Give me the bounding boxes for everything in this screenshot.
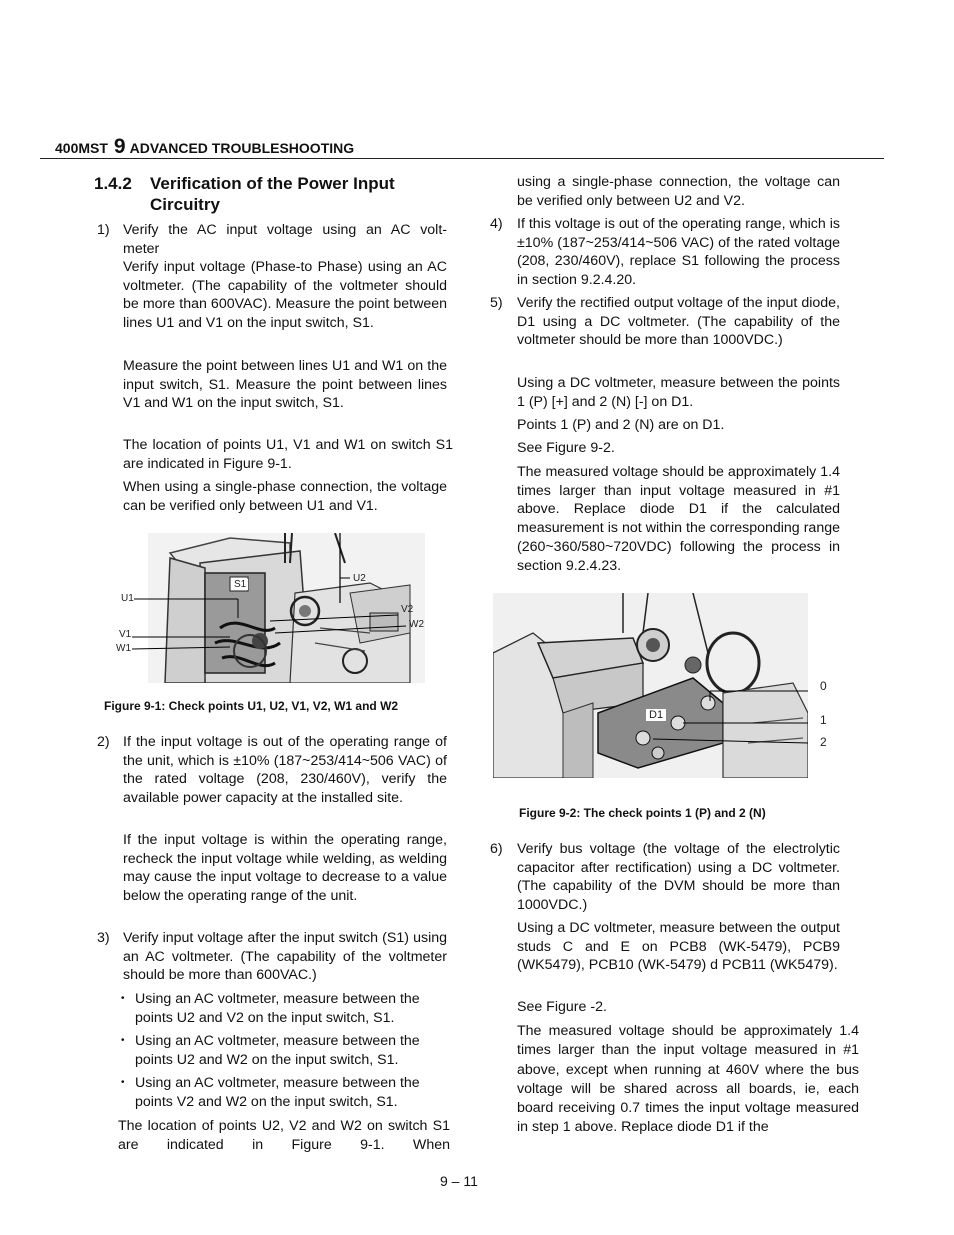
bullet-text: Using an AC voltmeter, measure between the points U2 and V2 on the input switch, S1. (135, 991, 420, 1026)
header-rule (40, 158, 884, 159)
item6-paragraph4: The measured voltage should be approximately 1.4 times larger than the input voltage measured in #1 above, except when running at 460V where the bus voltage will be shared across all boards, ie, each board receiving 0.7 times the input voltage measured in step 1 above. Replace diode D1 if the (517, 1023, 859, 1136)
bullet-item: • Using an AC voltmeter, measure between the points U2 and V2 on the input switch, S1. (121, 991, 420, 1026)
fig1-label-w2: W2 (409, 619, 424, 630)
bullet-item: • Using an AC voltmeter, measure between the points V2 and W2 on the input switch, S1. (121, 1075, 420, 1110)
item5-number: 5) (490, 295, 503, 311)
fig2-label-0: 0 (820, 679, 827, 693)
item2-number: 2) (97, 734, 110, 750)
item1-paragraph2: Measure the point between lines U1 and W1 on the input switch, S1. Measure the point between lines V1 and W1 on the input switch, S1. (123, 358, 447, 412)
fig1-label-u1: U1 (121, 593, 134, 604)
item1-paragraph1: Verify input voltage (Phase-to Phase) using an AC voltmeter. (The capability of the voltmeter should be more than 600VAC). Measure the point between lines U1 and V1 on the input switch, S1. (123, 259, 447, 332)
item6-paragraph1: Verify bus voltage (the voltage of the electrolytic capacitor after rectification) using a DC voltmeter. (The capability of the DVM should be more than 1000VDC.) (517, 841, 840, 914)
fig2-label-2: 2 (820, 735, 827, 749)
item4-paragraph1: If this voltage is out of the operating range, which is ±10% (187~253/414~506 VAC) of the rated voltage (208, 230/460V), replace S1 following the process in section 9.2.4.20. (517, 216, 840, 289)
section-number: 1.4.2 (94, 174, 132, 193)
model-name: 400MST (55, 140, 108, 156)
section-title (94, 173, 395, 215)
running-header (55, 135, 354, 159)
page-number: 9 – 11 (440, 1173, 478, 1189)
item5-paragraph2: Using a DC voltmeter, measure between the points 1 (P) [+] and 2 (N) [-] on D1. (517, 375, 840, 410)
fig2-label-d1: D1 (646, 709, 666, 721)
item3-paragraph1: Verify input voltage after the input switch (S1) using an AC voltmeter. (The capability of the voltmeter should be more than 600VAC.) (123, 930, 447, 984)
item3-paragraph2: The location of points U2, V2 and W2 on switch S1 are indicated in Figure 9-1. When (118, 1118, 450, 1153)
figure-9-2-photo (493, 593, 808, 778)
item2-paragraph1: If the input voltage is out of the operating range of the unit, which is ±10% (187~253/414~506 VAC) of the rated voltage (208, 230/460V), verify the available power capacity at the installed site. (123, 734, 447, 807)
bullet-text: Using an AC voltmeter, measure between the points U2 and W2 on the input switch, S1. (135, 1033, 420, 1068)
item1-paragraph4: When using a single-phase connection, the voltage can be verified only between U1 and V1. (123, 479, 447, 514)
item5-paragraph4: See Figure 9-2. (517, 440, 615, 456)
item6-number: 6) (490, 841, 503, 857)
item4-number: 4) (490, 216, 503, 232)
figure-9-1-caption: Figure 9-1: Check points U1, U2, V1, V2, W1 and W2 (104, 699, 399, 713)
fig1-label-v2: V2 (401, 604, 414, 615)
section-title-line1: Verification of the Power Input (150, 174, 395, 193)
item1-paragraph3: The location of points U1, V1 and W1 on switch S1 are indicated in Figure 9-1. (123, 437, 453, 472)
item3-number: 3) (97, 930, 110, 946)
chapter-number: 9 (113, 135, 126, 158)
item5-paragraph3: Points 1 (P) and 2 (N) are on D1. (517, 417, 725, 433)
figure-9-2-caption: Figure 9-2: The check points 1 (P) and 2 (N) (519, 806, 766, 820)
fig1-label-w1: W1 (116, 643, 131, 654)
bullet-text: Using an AC voltmeter, measure between the points V2 and W2 on the input switch, S1. (135, 1075, 420, 1110)
bullet-item: • Using an AC voltmeter, measure between the points U2 and W2 on the input switch, S1. (121, 1033, 420, 1068)
item1-heading-line1: Verify the AC input voltage using an AC volt- (123, 222, 447, 238)
item6-paragraph2: Using a DC voltmeter, measure between the output studs C and E on PCB8 (WK-5479), PCB9 (WK5479), PCB10 (WK-5479) d PCB11 (WK5479). (517, 920, 840, 974)
item5-paragraph1: Verify the rectified output voltage of the input diode, D1 using a DC voltmeter. (The capability of the voltmeter should be more than 1000VDC.) (517, 295, 840, 349)
section-title-line2: Circuitry (150, 195, 220, 214)
fig1-label-v1: V1 (119, 629, 132, 640)
fig2-label-1: 1 (820, 713, 827, 727)
fig1-label-u2: U2 (353, 573, 366, 584)
figure-9-1-photo (110, 533, 425, 683)
item1-number: 1) (97, 222, 110, 238)
item6-paragraph3: See Figure -2. (517, 999, 607, 1015)
item5-paragraph5: The measured voltage should be approximately 1.4 times larger than input voltage measured in #1 above. Replace diode D1 if the calculated measurement is not within the corresponding range (260~360/580~720VDC) following the process in section 9.2.4.23. (517, 464, 840, 574)
item3-continuation: using a single-phase connection, the voltage can be verified only between U2 and V2. (517, 174, 840, 209)
item2-paragraph2: If the input voltage is within the operating range, recheck the input voltage while welding, as welding may cause the input voltage to decrease to a value below the operating range of the unit. (123, 832, 447, 905)
fig1-label-s1: S1 (234, 579, 247, 590)
chapter-title: ADVANCED TROUBLESHOOTING (129, 140, 355, 156)
item1-heading-line2: meter (123, 241, 160, 257)
